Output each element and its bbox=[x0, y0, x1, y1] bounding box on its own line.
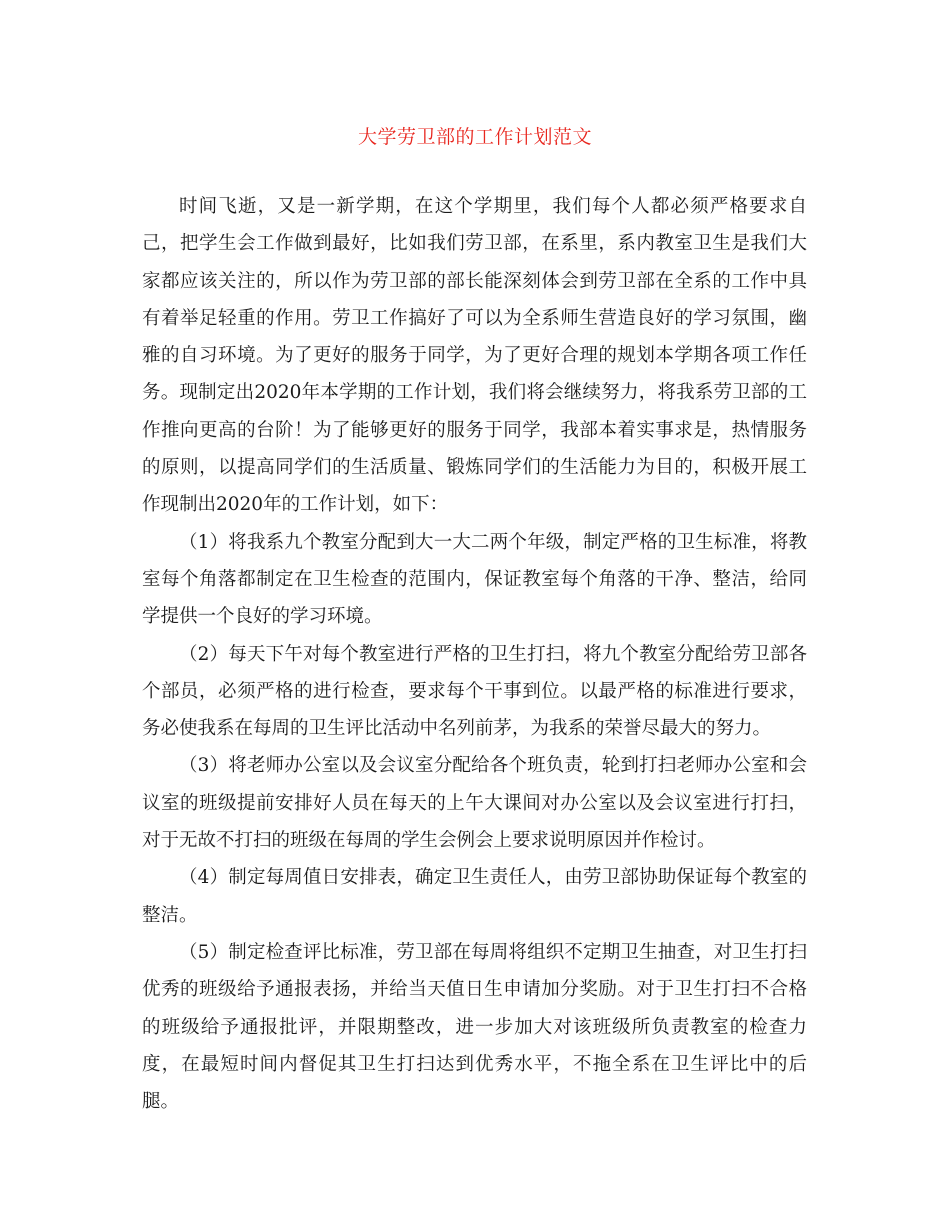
paragraph-item-2: （2）每天下午对每个教室进行严格的卫生打扫，将九个教室分配给劳卫部各个部员，必须严格的进行检查，要求每个干事到位。以最严格的标准进行要求，务必使我系在每周的卫生评比活动中名列前茅，为我系的荣誉尽最大的努力。 bbox=[142, 643, 807, 740]
paragraph-item-5: （5）制定检查评比标准，劳卫部在每周将组织不定期卫生抽查，对卫生打扫优秀的班级给予通报表扬，并给当天值日生申请加分奖励。对于卫生打扫不合格的班级给予通报批评，并限期整改，进一步加大对该班级所负责教室的检查力度，在最短时间内督促其卫生打扫达到优秀水平，不拖全系在卫生评比中的后腿。 bbox=[142, 941, 807, 1113]
document-title: 大学劳卫部的工作计划范文 bbox=[357, 126, 592, 148]
paragraph-item-4: （4）制定每周值日安排表，确定卫生责任人，由劳卫部协助保证每个教室的整洁。 bbox=[142, 867, 807, 926]
paragraph-intro: 时间飞逝，又是一新学期，在这个学期里，我们每个人都必须严格要求自己，把学生会工作做到最好，比如我们劳卫部，在系里，系内教室卫生是我们大家都应该关注的，所以作为劳卫部的部长能深刻体会到劳卫部在全系的工作中具有着举足轻重的作用。劳卫工作搞好了可以为全系师生营造良好的学习氛围，幽雅的自习环境。为了更好的服务于同学，为了更好合理的规划本学期各项工作任务。现制定出2020年本学期的工作计划，我们将会继续努力，将我系劳卫部的工作推向更高的台阶！为了能够更好的服务于同学，我部本着实事求是，热情服务的原则，以提高同学们的生活质量、锻炼同学们的生活能力为目的，积极开展工作现制出2020年的工作计划，如下： bbox=[142, 196, 807, 516]
paragraph-item-3: （3）将老师办公室以及会议室分配给各个班负责，轮到打扫老师办公室和会议室的班级提前安排好人员在每天的上午大课间对办公室以及会议室进行打扫，对于无故不打扫的班级在每周的学生会例会上要求说明原因并作检讨。 bbox=[142, 755, 807, 852]
paragraph-item-1: （1）将我系九个教室分配到大一大二两个年级，制定严格的卫生标准，将教室每个角落都制定在卫生检查的范围内，保证教室每个角落的干净、整洁，给同学提供一个良好的学习环境。 bbox=[142, 531, 807, 628]
document-body bbox=[142, 188, 807, 1120]
